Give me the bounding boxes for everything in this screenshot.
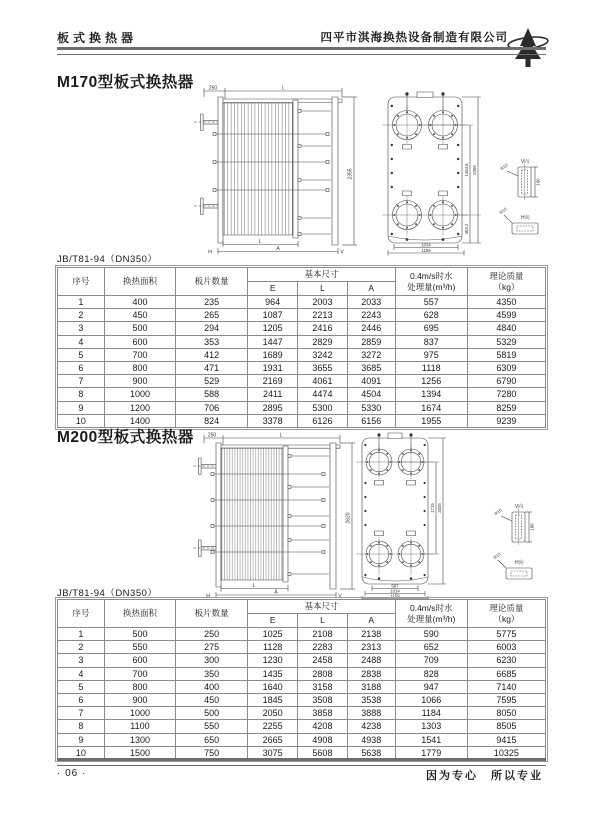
table-cell: 3158 xyxy=(298,680,348,693)
table-cell: 7 xyxy=(58,707,105,720)
table-cell: 529 xyxy=(176,375,248,388)
table-cell: 2313 xyxy=(347,641,395,654)
table-cell: 947 xyxy=(395,680,467,693)
table-row xyxy=(58,348,546,361)
table-cell: 2003 xyxy=(298,296,348,309)
table-cell: 824 xyxy=(176,414,248,427)
table-cell: 4599 xyxy=(467,309,545,322)
table-cell: 5608 xyxy=(298,746,348,759)
col-header-mass-line2: （kg） xyxy=(493,613,520,624)
mark-V: V xyxy=(338,593,342,598)
table-cell: 3378 xyxy=(248,414,298,427)
table-row xyxy=(58,733,546,746)
table-cell: 3685 xyxy=(347,361,395,374)
dim-L-bottom: L xyxy=(252,582,256,589)
table-cell: 5775 xyxy=(467,628,545,641)
table-cell: 275 xyxy=(176,641,248,654)
v-radius-label: R15 xyxy=(493,507,503,517)
table-cell: 1 xyxy=(58,628,105,641)
header-rule xyxy=(57,47,546,55)
v-view-label: V向 xyxy=(520,159,530,165)
table-cell: 1400 xyxy=(104,414,175,427)
dim-width-outer: 1159 xyxy=(421,247,431,253)
table-cell: 2411 xyxy=(248,388,298,401)
col-header-mass xyxy=(467,600,545,628)
col-header-basic-dims: 基本尺寸 xyxy=(248,600,395,614)
table-row xyxy=(58,707,546,720)
dim-width-inner: 1034 xyxy=(421,242,431,248)
table-cell: 557 xyxy=(395,296,467,309)
table-cell: 600 xyxy=(104,654,175,667)
table-cell: 2283 xyxy=(298,641,348,654)
table-cell: 1640 xyxy=(248,680,298,693)
table-cell: 709 xyxy=(395,654,467,667)
table-cell: 1955 xyxy=(395,414,467,427)
table-cell: 706 xyxy=(176,401,248,414)
table-cell: 900 xyxy=(104,375,175,388)
table-cell: 2 xyxy=(58,641,105,654)
table-cell: 650 xyxy=(176,733,248,746)
table-cell: 4091 xyxy=(347,375,395,388)
table-cell: 4 xyxy=(58,335,105,348)
table-cell: 2 xyxy=(58,309,105,322)
col-header-mass-line2: （kg） xyxy=(493,281,520,292)
table-cell: 9 xyxy=(58,733,105,746)
v-radius-label: R15 xyxy=(499,162,509,172)
table-cell: 3 xyxy=(58,322,105,335)
table-cell: 8 xyxy=(58,720,105,733)
table-cell: 1435 xyxy=(248,667,298,680)
table-cell: 1779 xyxy=(395,746,467,759)
table-cell: 7 xyxy=(58,375,105,388)
table-row xyxy=(58,680,546,693)
table-cell: 8 xyxy=(58,388,105,401)
table-cell: 4938 xyxy=(347,733,395,746)
table-cell: 3242 xyxy=(298,348,348,361)
col-header-plates: 板片数量 xyxy=(176,268,248,296)
table-cell: 2859 xyxy=(347,335,395,348)
table-cell: 3888 xyxy=(347,707,395,720)
table-cell: 9 xyxy=(58,401,105,414)
m170-front-view-drawing xyxy=(374,84,492,256)
table-cell: 1066 xyxy=(395,693,467,706)
table-cell: 4350 xyxy=(467,296,545,309)
table-cell: 2169 xyxy=(248,375,298,388)
dim-height: 2355 xyxy=(347,168,354,180)
v-size-label: 180 xyxy=(529,523,535,531)
col-header-water xyxy=(395,268,467,296)
dim-L-top: L xyxy=(281,85,285,92)
table-cell: 828 xyxy=(395,667,467,680)
table-row xyxy=(58,375,546,388)
h-view-label: H向 xyxy=(515,560,524,566)
table-row xyxy=(58,628,546,641)
table-cell: 1500 xyxy=(104,746,175,759)
table-cell: 10 xyxy=(58,414,105,427)
dim-L-bottom: L xyxy=(258,238,262,245)
table-cell: 964 xyxy=(248,296,298,309)
dim-inner-height: 1464.8 xyxy=(464,163,470,177)
m200-detail-views-drawing xyxy=(492,500,552,590)
col-header-water-line2: 处理量(m³/h) xyxy=(407,281,456,292)
col-header-seq: 序号 xyxy=(58,268,105,296)
table-cell: 750 xyxy=(176,746,248,759)
table-cell: 4840 xyxy=(467,322,545,335)
mark-V: V xyxy=(340,249,344,254)
dim-outer-height: 2355 xyxy=(472,165,478,175)
table-cell: 9415 xyxy=(467,733,545,746)
table-cell: 1674 xyxy=(395,401,467,414)
m200-spec-table xyxy=(57,599,546,760)
table-cell: 3 xyxy=(58,654,105,667)
table-cell: 800 xyxy=(104,361,175,374)
table-cell: 250 xyxy=(176,628,248,641)
footer-slogan: 因为专心 所以专业 xyxy=(426,770,543,782)
table-cell: 1 xyxy=(58,296,105,309)
table-cell: 2243 xyxy=(347,309,395,322)
table-cell: 7595 xyxy=(467,693,545,706)
table-cell: 1300 xyxy=(104,733,175,746)
table-cell: 2808 xyxy=(298,667,348,680)
table-cell: 3538 xyxy=(347,693,395,706)
table-cell: 4 xyxy=(58,667,105,680)
table-cell: 500 xyxy=(104,628,175,641)
table-cell: 590 xyxy=(395,628,467,641)
table-row xyxy=(58,322,546,335)
table-cell: 1230 xyxy=(248,654,298,667)
table-cell: 4504 xyxy=(347,388,395,401)
dim-width-outer: 1159 xyxy=(390,593,400,599)
col-header-water-line1: 0.4m/s时水 xyxy=(409,271,453,281)
col-header-mass xyxy=(467,268,545,296)
table-cell: 4474 xyxy=(298,388,348,401)
dim-outer-height: 2025 xyxy=(437,503,443,513)
col-header-area: 换热面积 xyxy=(104,268,175,296)
dim-250: 250 xyxy=(207,432,217,439)
table-cell: 300 xyxy=(176,654,248,667)
table-cell: 1394 xyxy=(395,388,467,401)
table-cell: 6 xyxy=(58,693,105,706)
dim-width-small: 587 xyxy=(391,583,399,589)
table-cell: 1100 xyxy=(104,720,175,733)
col-header-mass-line1: 理论质量 xyxy=(489,603,524,613)
footer-rule xyxy=(57,758,546,766)
table-cell: 450 xyxy=(176,693,248,706)
table-cell: 4208 xyxy=(298,720,348,733)
table-cell: 450 xyxy=(104,309,175,322)
col-header-E: E xyxy=(248,614,298,628)
dim-small-height: 403.2 xyxy=(464,223,470,235)
table-cell: 1256 xyxy=(395,375,467,388)
col-header-L: L xyxy=(298,614,348,628)
table-cell: 3272 xyxy=(347,348,395,361)
table-cell: 412 xyxy=(176,348,248,361)
table-cell: 3508 xyxy=(298,693,348,706)
table-cell: 400 xyxy=(104,296,175,309)
table-cell: 471 xyxy=(176,361,248,374)
table-cell: 1128 xyxy=(248,641,298,654)
table-cell: 3188 xyxy=(347,680,395,693)
table-cell: 5 xyxy=(58,680,105,693)
table-cell: 353 xyxy=(176,335,248,348)
table-row xyxy=(58,335,546,348)
dim-A: A xyxy=(274,589,278,596)
dim-A: A xyxy=(276,246,280,252)
table-cell: 8505 xyxy=(467,720,545,733)
table-row xyxy=(58,720,546,733)
table-cell: 837 xyxy=(395,335,467,348)
table-row xyxy=(58,641,546,654)
m170-spec-table xyxy=(57,267,546,428)
table-cell: 2446 xyxy=(347,322,395,335)
table-cell: 6230 xyxy=(467,654,545,667)
table-cell: 500 xyxy=(176,707,248,720)
section-title-m170: M170型板式换热器 xyxy=(57,74,194,91)
table-cell: 3858 xyxy=(298,707,348,720)
standard-label-m170: JB/T81-94（DN350） xyxy=(57,254,158,265)
table-cell: 4908 xyxy=(298,733,348,746)
table-cell: 2033 xyxy=(347,296,395,309)
table-cell: 2458 xyxy=(298,654,348,667)
table-cell: 700 xyxy=(104,667,175,680)
table-row xyxy=(58,309,546,322)
table-cell: 2895 xyxy=(248,401,298,414)
table-cell: 1447 xyxy=(248,335,298,348)
table-cell: 695 xyxy=(395,322,467,335)
dim-width-inner: 1014 xyxy=(390,588,400,594)
table-cell: 652 xyxy=(395,641,467,654)
col-header-plates: 板片数量 xyxy=(176,600,248,628)
table-row xyxy=(58,388,546,401)
table-cell: 800 xyxy=(104,680,175,693)
table-cell: 5819 xyxy=(467,348,545,361)
col-header-A: A xyxy=(347,282,395,296)
table-cell: 5 xyxy=(58,348,105,361)
table-cell: 8050 xyxy=(467,707,545,720)
table-row xyxy=(58,654,546,667)
dim-L-top: L xyxy=(279,432,283,439)
table-cell: 1200 xyxy=(104,401,175,414)
table-cell: 6790 xyxy=(467,375,545,388)
table-cell: 350 xyxy=(176,667,248,680)
page-number: · 06 · xyxy=(57,768,87,779)
table-cell: 6309 xyxy=(467,361,545,374)
table-cell: 6126 xyxy=(298,414,348,427)
table-cell: 2838 xyxy=(347,667,395,680)
table-cell: 600 xyxy=(104,335,175,348)
table-cell: 2138 xyxy=(347,628,395,641)
table-cell: 3075 xyxy=(248,746,298,759)
m200-front-view-drawing xyxy=(352,430,464,600)
col-header-A: A xyxy=(347,614,395,628)
table-cell: 4061 xyxy=(298,375,348,388)
table-cell: 265 xyxy=(176,309,248,322)
table-cell: 1303 xyxy=(395,720,467,733)
table-cell: 4238 xyxy=(347,720,395,733)
standard-label-m200: JB/T81-94（DN350） xyxy=(57,588,158,599)
m200-side-view-drawing xyxy=(192,432,374,598)
dim-height: 2620 xyxy=(345,512,352,524)
table-cell: 1087 xyxy=(248,309,298,322)
table-cell: 1931 xyxy=(248,361,298,374)
table-cell: 10325 xyxy=(467,746,545,759)
col-header-mass-line1: 理论质量 xyxy=(489,271,524,281)
table-cell: 294 xyxy=(176,322,248,335)
table-cell: 400 xyxy=(176,680,248,693)
col-header-water-line2: 处理量(m³/h) xyxy=(407,613,456,624)
table-cell: 2213 xyxy=(298,309,348,322)
table-row xyxy=(58,401,546,414)
company-name: 四平市淇海换热设备制造有限公司 xyxy=(320,32,508,44)
h-radius-label: R15 xyxy=(492,551,502,561)
table-row xyxy=(58,693,546,706)
col-header-water xyxy=(395,600,467,628)
table-cell: 5638 xyxy=(347,746,395,759)
col-header-basic-dims: 基本尺寸 xyxy=(248,268,395,282)
table-cell: 900 xyxy=(104,693,175,706)
h-view-label: H向 xyxy=(521,215,530,221)
table-row xyxy=(58,667,546,680)
table-cell: 8259 xyxy=(467,401,545,414)
h-radius-label: R15 xyxy=(498,206,508,216)
table-cell: 6685 xyxy=(467,667,545,680)
col-header-E: E xyxy=(248,282,298,296)
page-title: 板式换热器 xyxy=(57,31,138,45)
table-cell: 1689 xyxy=(248,348,298,361)
table-cell: 5329 xyxy=(467,335,545,348)
table-cell: 6003 xyxy=(467,641,545,654)
table-cell: 550 xyxy=(104,641,175,654)
v-size-label: 160 xyxy=(535,178,541,186)
table-cell: 6156 xyxy=(347,414,395,427)
table-cell: 1118 xyxy=(395,361,467,374)
table-row xyxy=(58,361,546,374)
col-header-area: 换热面积 xyxy=(104,600,175,628)
table-cell: 7140 xyxy=(467,680,545,693)
table-cell: 9239 xyxy=(467,414,545,427)
table-cell: 550 xyxy=(176,720,248,733)
mark-H: H xyxy=(206,593,210,598)
m170-side-view-drawing xyxy=(192,84,374,254)
table-cell: 2255 xyxy=(248,720,298,733)
table-cell: 2050 xyxy=(248,707,298,720)
table-row xyxy=(58,296,546,309)
table-cell: 2416 xyxy=(298,322,348,335)
table-cell: 2488 xyxy=(347,654,395,667)
dim-inner-height: 1715 xyxy=(430,503,436,513)
table-cell: 1845 xyxy=(248,693,298,706)
col-header-L: L xyxy=(298,282,348,296)
table-cell: 1000 xyxy=(104,707,175,720)
table-cell: 588 xyxy=(176,388,248,401)
table-cell: 1000 xyxy=(104,388,175,401)
table-cell: 3655 xyxy=(298,361,348,374)
table-cell: 2829 xyxy=(298,335,348,348)
table-cell: 5330 xyxy=(347,401,395,414)
table-cell: 235 xyxy=(176,296,248,309)
table-cell: 700 xyxy=(104,348,175,361)
table-cell: 2108 xyxy=(298,628,348,641)
table-cell: 6 xyxy=(58,361,105,374)
table-cell: 7280 xyxy=(467,388,545,401)
table-cell: 628 xyxy=(395,309,467,322)
table-cell: 5300 xyxy=(298,401,348,414)
col-header-seq: 序号 xyxy=(58,600,105,628)
col-header-water-line1: 0.4m/s时水 xyxy=(409,603,453,613)
table-cell: 1205 xyxy=(248,322,298,335)
table-cell: 1541 xyxy=(395,733,467,746)
table-cell: 10 xyxy=(58,746,105,759)
table-cell: 1184 xyxy=(395,707,467,720)
dim-250: 250 xyxy=(208,85,218,92)
table-cell: 2665 xyxy=(248,733,298,746)
table-cell: 500 xyxy=(104,322,175,335)
table-cell: 1025 xyxy=(248,628,298,641)
mark-H: H xyxy=(208,249,212,254)
section-title-m200: M200型板式换热器 xyxy=(57,429,194,446)
m170-detail-views-drawing xyxy=(498,155,558,245)
v-view-label: V向 xyxy=(514,504,524,510)
table-cell: 975 xyxy=(395,348,467,361)
